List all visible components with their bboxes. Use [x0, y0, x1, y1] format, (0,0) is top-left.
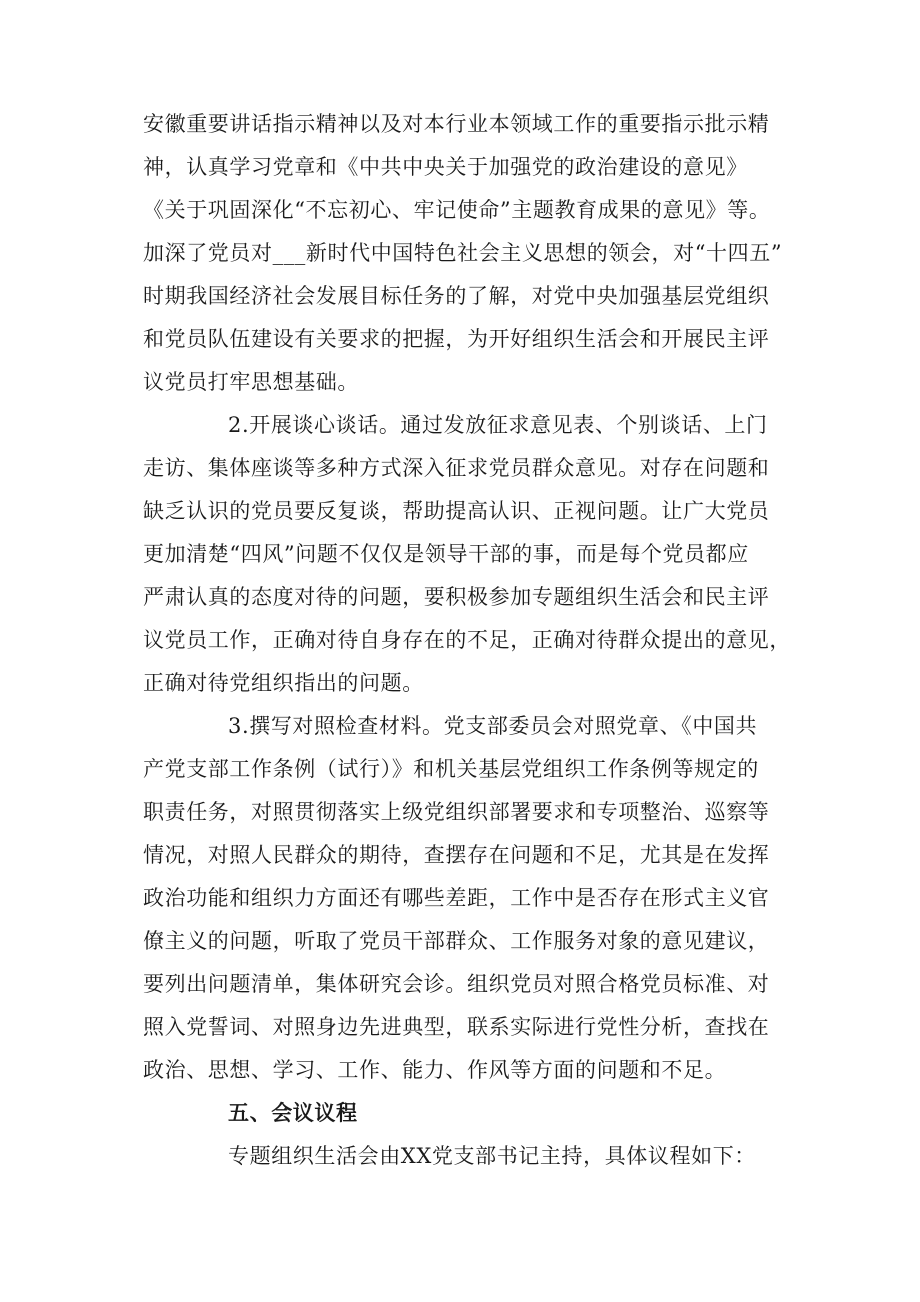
- paragraph-line: 专题组织生活会由XX党支部书记主持，具体议程如下：: [228, 1144, 756, 1168]
- paragraph-line: 安徽重要讲话指示精神以及对本行业本领域工作的重要指示批示精: [143, 112, 770, 136]
- paragraph-line: 缺乏认识的党员要反复谈，帮助提高认识、正视问题。让广大党员: [143, 499, 770, 523]
- paragraph-line: 政治功能和组织力方面还有哪些差距，工作中是否存在形式主义官: [143, 886, 770, 910]
- paragraph-line: 3.撰写对照检查材料。党支部委员会对照党章、《中国共: [228, 714, 758, 738]
- paragraph-line: 《关于巩固深化“不忘初心、牢记使命”主题教育成果的意见》等。: [143, 198, 771, 222]
- paragraph-line: 和党员队伍建设有关要求的把握，为开好组织生活会和开展民主评: [143, 327, 770, 351]
- paragraph-line: 2.开展谈心谈话。通过发放征求意见表、个别谈话、上门: [228, 413, 768, 437]
- paragraph-line: 照入党誓词、对照身边先进典型，联系实际进行党性分析，查找在: [143, 1015, 770, 1039]
- paragraph-line: 正确对待党组织指出的问题。: [143, 671, 424, 695]
- paragraph-line: 更加清楚“四风”问题不仅仅是领导干部的事，而是每个党员都应: [143, 542, 749, 566]
- paragraph-line: 走访、集体座谈等多种方式深入征求党员群众意见。对存在问题和: [143, 456, 770, 480]
- paragraph-line: 议党员打牢思想基础。: [143, 370, 359, 394]
- paragraph-line: 产党支部工作条例（试行）》和机关基层党组织工作条例等规定的: [143, 757, 759, 781]
- paragraph-line: 时期我国经济社会发展目标任务的了解，对党中央加强基层党组织: [143, 284, 770, 308]
- section-heading: 五、会议议程: [228, 1101, 358, 1125]
- paragraph-line: 严肃认真的态度对待的问题，要积极参加专题组织生活会和民主评: [143, 585, 770, 609]
- paragraph-line: 要列出问题清单，集体研究会诊。组织党员对照合格党员标准、对: [143, 972, 770, 996]
- paragraph-line: 政治、思想、学习、工作、能力、作风等方面的问题和不足。: [143, 1058, 727, 1082]
- paragraph-line: 职责任务，对照贯彻落实上级党组织部署要求和专项整治、巡察等: [143, 800, 770, 824]
- paragraph-line: 加深了党员对___新时代中国特色社会主义思想的领会，对“十四五”: [143, 241, 783, 265]
- paragraph-line: 神，认真学习党章和《中共中央关于加强党的政治建设的意见》: [143, 155, 748, 179]
- paragraph-line: 僚主义的问题，听取了党员干部群众、工作服务对象的意见建议，: [143, 929, 770, 953]
- paragraph-line: 议党员工作，正确对待自身存在的不足，正确对待群众提出的意见，: [143, 628, 791, 652]
- paragraph-line: 情况，对照人民群众的期待，查摆存在问题和不足，尤其是在发挥: [143, 843, 770, 867]
